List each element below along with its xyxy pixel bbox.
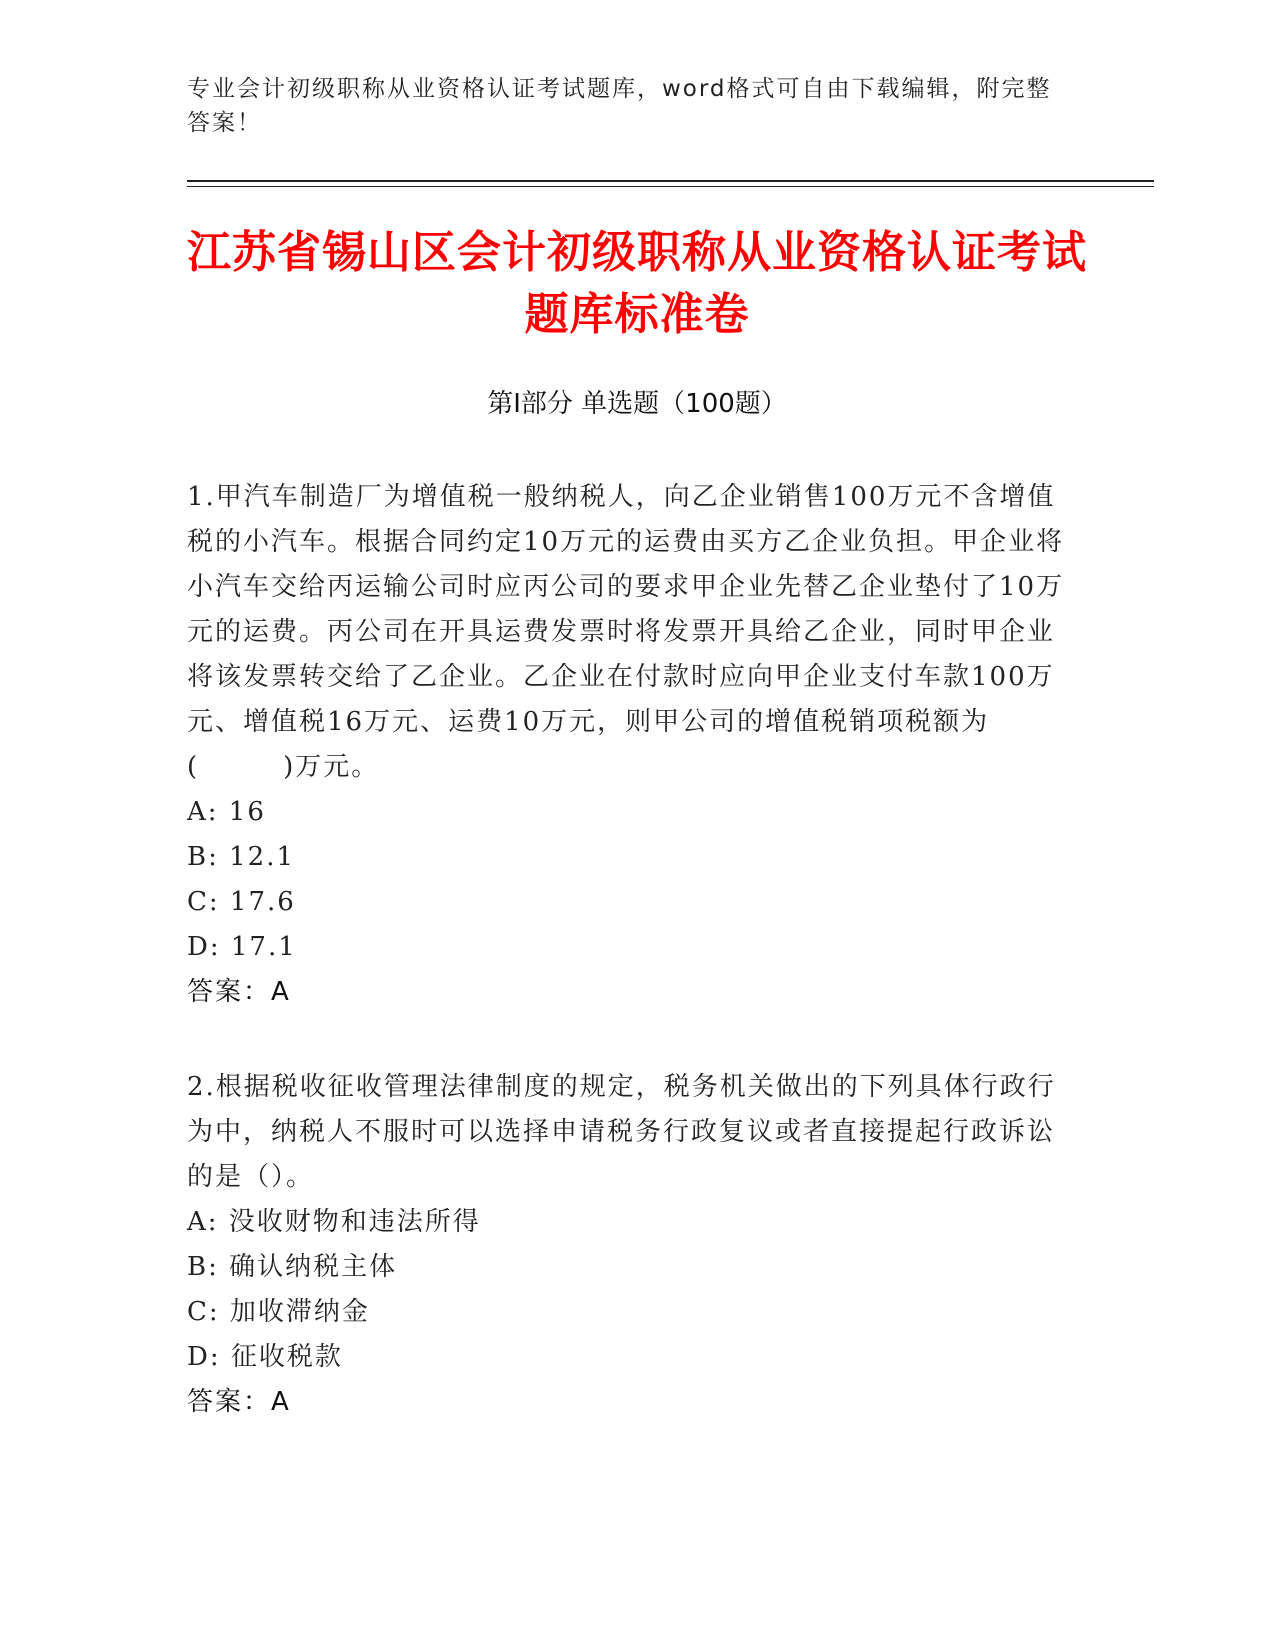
option-b: B: 确认纳税主体 [187, 1252, 398, 1282]
question-2 [187, 1065, 1067, 1425]
option-b: B: 12.1 [187, 842, 296, 872]
question-1 [187, 475, 1067, 1015]
option-c: C: 17.6 [187, 887, 296, 917]
answer: 答案：A [187, 977, 291, 1007]
option-d: D: 17.1 [187, 932, 297, 962]
header-divider-thin [187, 186, 1154, 187]
header-note: 专业会计初级职称从业资格认证考试题库，word格式可自由下载编辑，附完整答案！ [187, 76, 1052, 136]
section-heading: 第Ⅰ部分 单选题（100题） [487, 389, 787, 419]
question-stem: 2.根据税收征收管理法律制度的规定，税务机关做出的下列具体行政行为中，纳税人不服时可以选择申请税务行政复议或者直接提起行政诉讼的是（）。 [187, 1072, 1056, 1192]
header-divider-thick [187, 180, 1154, 182]
document-title: 江苏省锡山区会计初级职称从业资格认证考试题库标准卷 [187, 227, 1087, 340]
option-d: D: 征收税款 [187, 1342, 343, 1372]
question-stem: 1.甲汽车制造厂为增值税一般纳税人，向乙企业销售100万元不含增值税的小汽车。根据合同约定10万元的运费由买方乙企业负担。甲企业将小汽车交给丙运输公司时应丙公司的要求甲企业先替乙企业垫付了10万元的运费。丙公司在开具运费发票时将发票开具给乙企业，同时甲企业将该发票转交给了乙企业。乙企业在付款时应向甲企业支付车款100万元、增值税16万元、运费10万元，则甲公司的增值税销项税额为( )万元。 [187, 482, 1065, 782]
option-a: A: 没收财物和违法所得 [187, 1207, 481, 1237]
option-c: C: 加收滞纳金 [187, 1297, 370, 1327]
answer: 答案：A [187, 1387, 291, 1417]
option-a: A: 16 [187, 797, 266, 827]
